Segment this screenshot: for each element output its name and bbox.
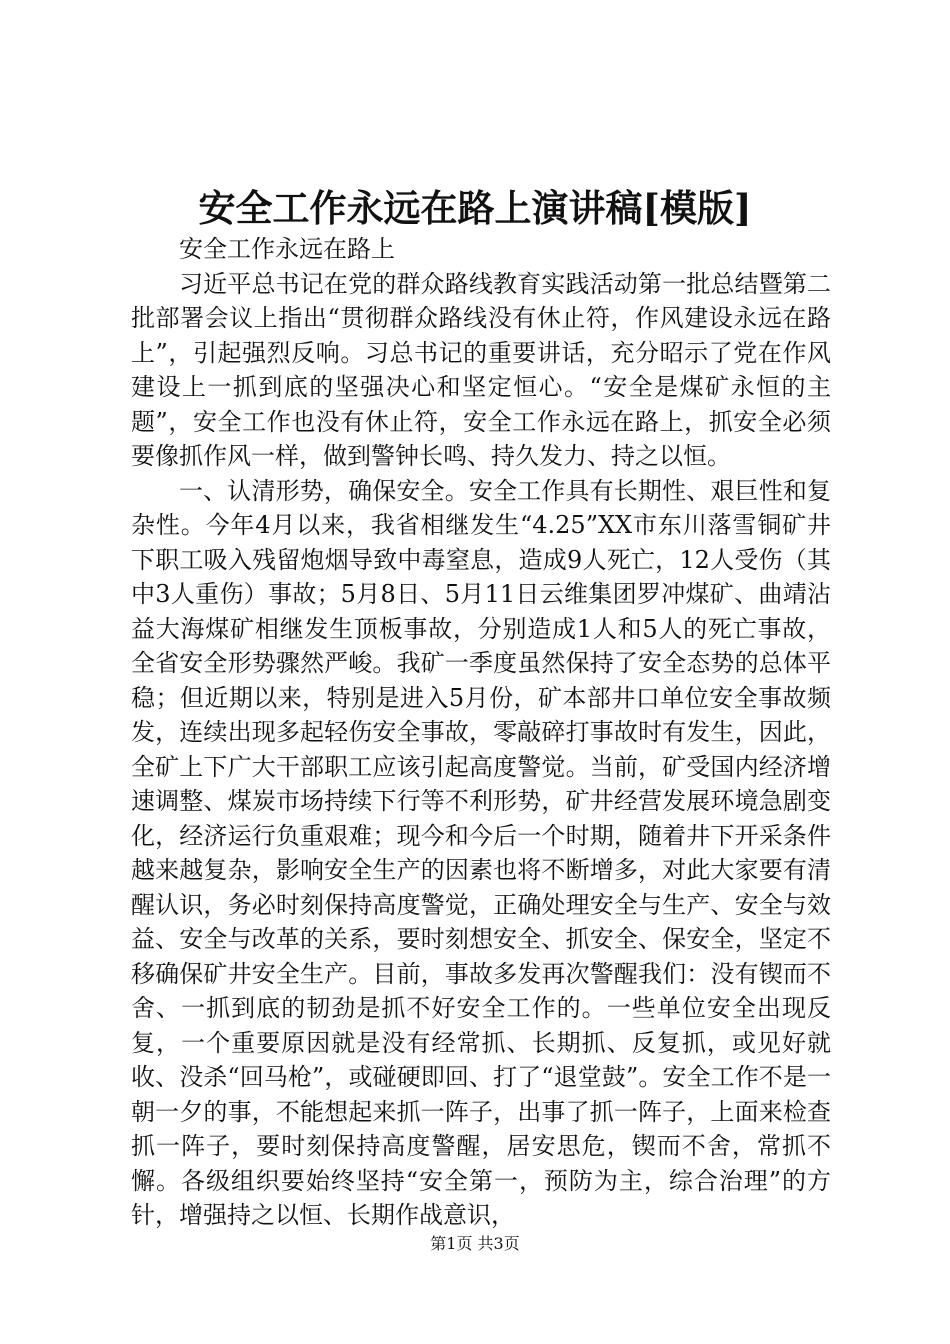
document-title: 安全工作永远在路上演讲稿[模版]: [198, 186, 752, 230]
paragraph-section-one: 一、认清形势，确保安全。安全工作具有长期性、艰巨性和复杂性。今年4月以来，我省相继发生“4.25”XX市东川落雪铜矿井下职工吸入残留炮烟导致中毒窒息，造成9人死亡，12人受伤（其中3人重伤）事故；5月8日、5月11日云维集团罗冲煤矿、曲靖沾益大海煤矿相继发生顶板事故，分别造成1人和5人的死亡事故，全省安全形势骤然严峻。我矿一季度虽然保持了安全态势的总体平稳；但近期以来，特别是进入5月份，矿本部井口单位安全事故频发，连续出现多起轻伤安全事故，零敲碎打事故时有发生，因此，全矿上下广大干部职工应该引起高度警觉。当前，矿受国内经济增速调整、煤炭市场持续下行等不利形势，矿井经营发展环境急剧变化，经济运行负重艰难；现今和今后一个时期，随着井下开采条件越来越复杂，影响安全生产的因素也将不断增多，对此大家要有清醒认识，务必时刻保持高度警觉，正确处理安全与生产、安全与效益、安全与改革的关系，要时刻想安全、抓安全、保安全，坚定不移确保矿井安全生产。目前，事故多发再次警醒我们：没有锲而不舍、一抓到底的韧劲是抓不好安全工作的。一些单位安全出现反复，一个重要原因就是没有经常抓、长期抓、反复抓，或见好就收、没杀“回马枪”，或碰硬即回、打了“退堂鼓”。安全工作不是一朝一夕的事，不能想起来抓一阵子，出事了抓一阵子，上面来检查抓一阵子，要时刻保持高度警醒，居安思危，锲而不舍，常抓不懈。各级组织要始终坚持“安全第一，预防为主，综合治理”的方针，增强持之以恒、长期作战意识，: [131, 476, 831, 1229]
document-subtitle: 安全工作永远在路上: [179, 235, 395, 263]
page-number-footer: 第1页 共3页: [430, 1234, 520, 1253]
paragraph-intro: 习近平总书记在党的群众路线教育实践活动第一批总结暨第二批部署会议上指出“贯彻群众路线没有休止符，作风建设永远在路上”，引起强烈反响。习总书记的重要讲话，充分昭示了党在作风建设上一抓到底的坚强决心和坚定恒心。“安全是煤矿永恒的主题”，安全工作也没有休止符，安全工作永远在路上，抓安全必须要像抓作风一样，做到警钟长鸣、持久发力、持之以恒。: [131, 269, 831, 470]
document-body: [131, 232, 831, 1233]
